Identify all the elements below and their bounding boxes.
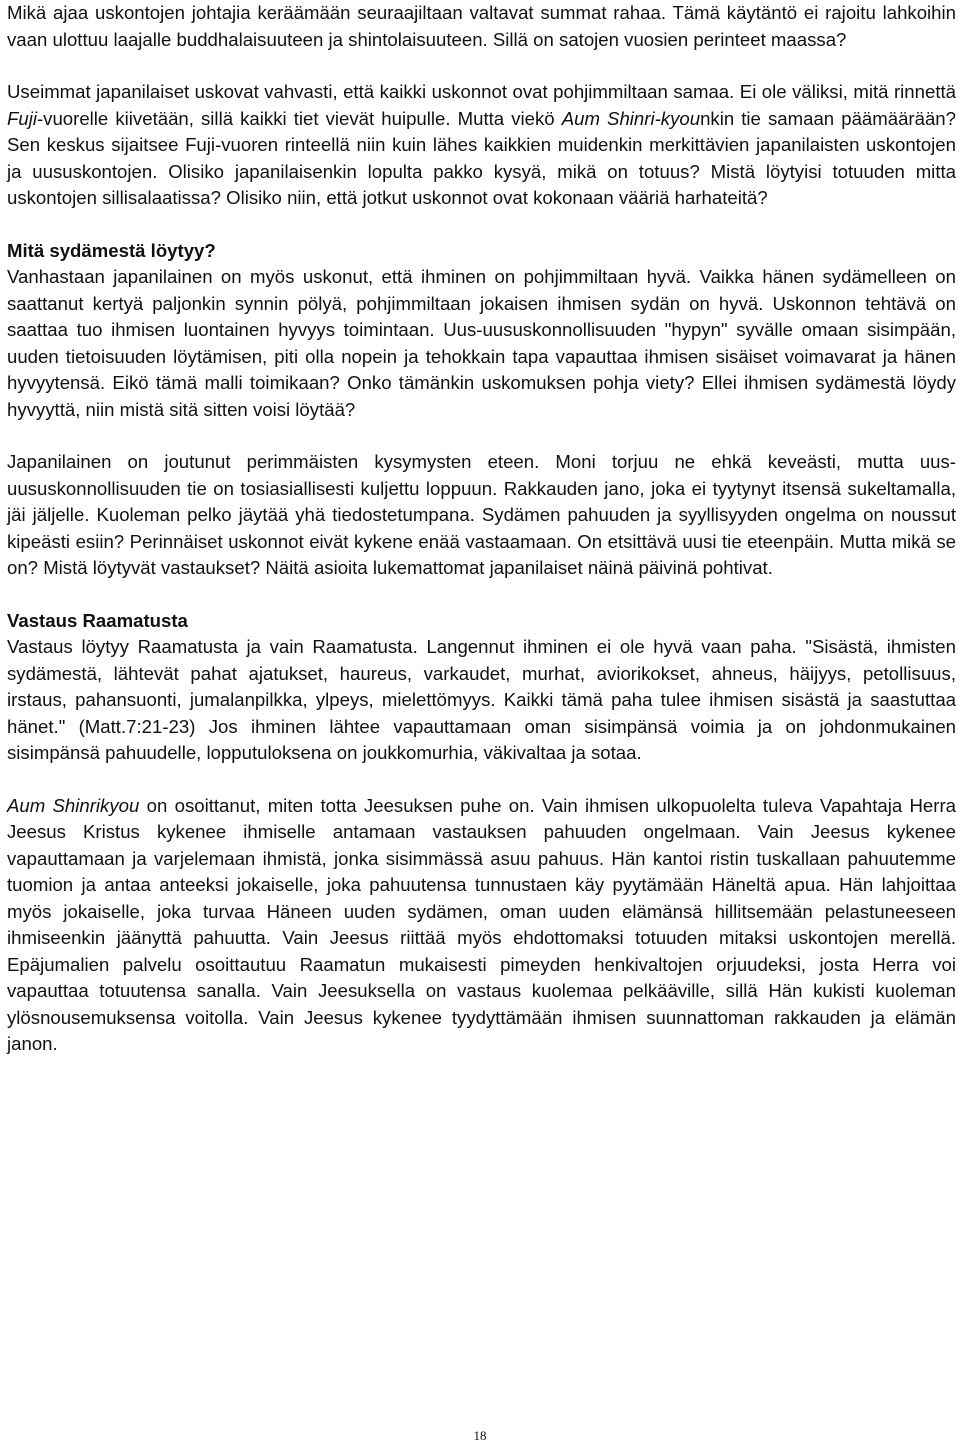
paragraph-gap <box>7 423 956 449</box>
paragraph-gap <box>7 53 956 79</box>
paragraph-intro: Mikä ajaa uskontojen johtajia keräämään seuraajiltaan valtavat summat rahaa. Tämä käytäntö ei rajoitu lahkoihin vaan ulottuu laajalle buddhalaisuuteen ja shintolaisuuteen. Sillä on satojen vuosien perinteet maassa? <box>7 2 956 50</box>
italic-aum-shinrikyou: Aum Shinrikyou <box>7 794 140 816</box>
text-run: Useimmat japanilaiset uskovat vahvasti, että kaikki uskonnot ovat pohjimmiltaan samaa. Ei ole väliksi, mitä rinnettä <box>7 81 956 102</box>
paragraph-heart: Vanhastaan japanilainen on myös uskonut, että ihminen on pohjimmiltaan hyvä. Vaikka hänen sydämelleen on saattanut kertyä paljonkin synnin pölyä, pohjimmiltaan jokaisen ihmisen sydän on hyvä. Uskonnon tehtävä on saattaa tuo ihmisen luontainen hyvyys toimintaan. Uus-uususkonnollisuuden "hypyn" syvälle omaan sisimpään, uuden tietoisuuden löytämisen, piti olla nopein ja tehokkain tapa vapauttaa ihmisen sisäiset voimavarat ja hänen hyvyytensä. Eikö tämä malli toimikaan? Onko tämänkin uskomuksen pohja viety? Ellei ihmisen sydämestä löydy hyvyyttä, niin mistä sitä sitten voisi löytää? <box>7 266 956 420</box>
document-page <box>7 0 956 1058</box>
paragraph-questions: Japanilainen on joutunut perimmäisten kysymysten eteen. Moni torjuu ne ehkä keveästi, mutta uus-uususkonnollisuuden tie on tosiasiallisesti kuljettu loppuun. Rakkauden jano, joka ei tyytynyt itsensä sukeltamalla, jäi jäljelle. Kuoleman pelko jäytää yhä tiedostetumpana. Sydämen pahuuden ja syyllisyyden ongelma on noussut kipeästi esiin? Perinnäiset uskonnot eivät kykene enää vastaamaan. On etsittävä uusi tie eteenpäin. Mutta mikä se on? Mistä löytyvät vastaukset? Näitä asioita lukemattomat japanilaiset näinä päivinä pohtivat. <box>7 451 956 578</box>
heading-bible-answer: Vastaus Raamatusta <box>7 609 188 631</box>
paragraph-religions <box>7 79 956 212</box>
paragraph-gap <box>7 767 956 793</box>
heading-heart: Mitä sydämestä löytyy? <box>7 239 216 261</box>
paragraph-gap <box>7 582 956 608</box>
text-run: nkin tie samaan päämäärään? Sen keskus sijaitsee Fuji-vuoren rinteellä niin kuin lähes kaikkien muidenkin merkittävien japanilaisten uskontojen ja uususkontojen. Olisiko japanilaisenkin lopulta pakko kysyä, mikä on totuus? Mistä löytyisi totuuden mitta uskontojen sillisalaatissa? Olisiko niin, että jotkut uskonnot ovat kokonaan vääriä harhateitä? <box>7 107 956 208</box>
text-run: -vuorelle kiivetään, sillä kaikki tiet vievät huipulle. Mutta viekö <box>36 107 562 129</box>
text-run: on osoittanut, miten totta Jeesuksen puhe on. Vain ihmisen ulkopuolelta tuleva Vapahtaja Herra Jeesus Kristus kykenee ihmiselle antamaan vastauksen pahuuden ongelmaan. Vain Jeesus kykenee vapauttamaan ja varjelemaan ihmistä, jonka sisimmässä asuu pahuus. Hän kantoi ristin tuskallaan pahuutemme tuomion ja antaa anteeksi jokaiselle, joka pahuutensa tunnustaen käy pyytämään Häneltä apua. Hän lahjoittaa myös jokaiselle, joka turvaa Häneen uuden sydämen, oman uuden elämänsä hillitsemään pelastuneeseen ihmiseenkin jäänyttä pahuutta. Vain Jeesus riittää myös ehdottomaksi totuuden mitaksi uskontojen merellä. Epäjumalien palvelu osoittautuu Raamatun mukaisesti pimeyden henkivaltojen orjuudeksi, josta Herra voi vapauttaa totuutensa sanalla. Vain Jeesuksella on vastaus kuolemaa pelkääville, sillä Hän kukisti kuoleman ylösnousemuksensa voitolla. Vain Jeesus kykenee tyydyttämään ihmisen suunnattoman rakkauden ja elämän janon. <box>7 794 956 1054</box>
paragraph-jesus <box>7 793 956 1058</box>
italic-aum-shinri-kyou: Aum Shinri-kyou <box>561 107 701 129</box>
paragraph-bible-answer: Vastaus löytyy Raamatusta ja vain Raamatusta. Langennut ihminen ei ole hyvä vaan paha. "Sisästä, ihmisten sydämestä, lähtevät pahat ajatukset, haureus, varkaudet, murhat, aviorikokset, ahneus, häijyys, petollisuus, irstaus, pahansuonti, jumalanpilkka, ylpeys, mielettömyys. Kaikki tämä paha tulee ihmisen sisästä ja saastuttaa hänet." (Matt.7:21-23) Jos ihminen lähtee vapauttamaan oman sisimpänsä voimia ja on johdonmukainen sisimpänsä pahuudelle, lopputuloksena on joukkomurhia, väkivaltaa ja sotaa. <box>7 636 956 763</box>
paragraph-gap <box>7 212 956 238</box>
italic-fuji: Fuji <box>7 107 37 129</box>
page-number: 18 <box>473 1428 487 1443</box>
